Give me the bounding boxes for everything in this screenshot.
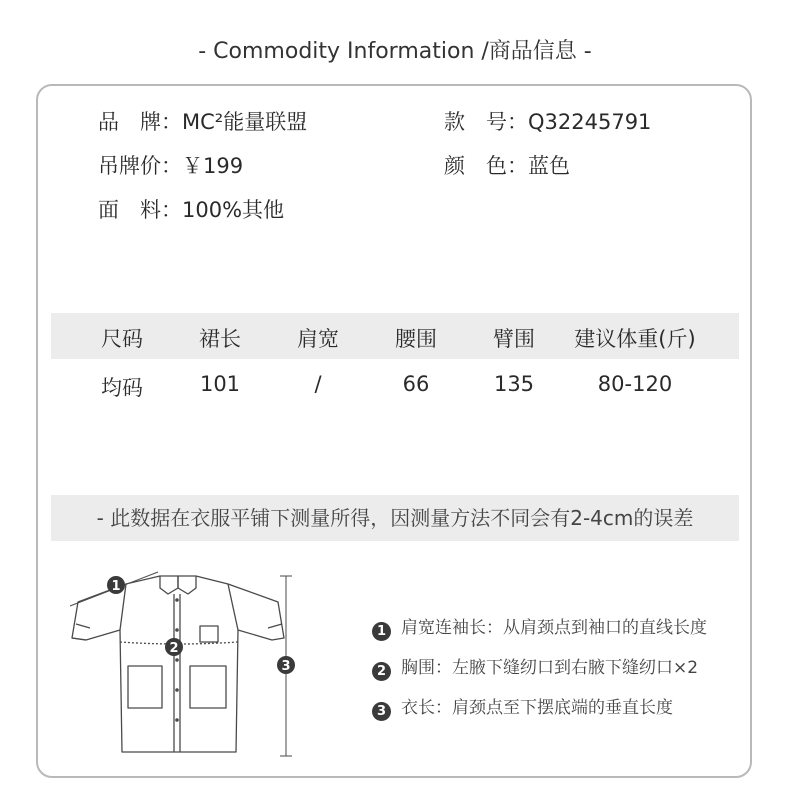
table-cell-size: 均码 bbox=[101, 376, 143, 400]
table-cell-length: 101 bbox=[199, 372, 241, 396]
price-value: ￥199 bbox=[182, 154, 244, 178]
brand-value: MC²能量联盟 bbox=[182, 110, 308, 134]
table-header-arm: 臂围 bbox=[493, 327, 535, 351]
style-row bbox=[444, 106, 651, 136]
fabric-row bbox=[98, 194, 284, 224]
brand-label: 品 牌： bbox=[98, 110, 182, 134]
page-title: - Commodity Information /商品信息 - bbox=[198, 39, 592, 64]
marker-2: 2 bbox=[169, 641, 179, 656]
legend-text-3: 衣长：肩颈点至下摆底端的垂直长度 bbox=[401, 698, 673, 718]
table-cell-arm: 135 bbox=[493, 372, 535, 396]
fabric-value: 100%其他 bbox=[182, 198, 285, 222]
garment-diagram bbox=[60, 560, 310, 770]
measurement-note: - 此数据在衣服平铺下测量所得，因测量方法不同会有2-4cm的误差 bbox=[51, 495, 739, 541]
color-row bbox=[444, 150, 570, 180]
legend-item-1 bbox=[372, 613, 707, 641]
table-header-length: 裙长 bbox=[199, 327, 241, 351]
brand-row bbox=[98, 106, 307, 136]
style-label: 款 号： bbox=[444, 110, 528, 134]
style-value: Q32245791 bbox=[528, 110, 652, 134]
color-label: 颜 色： bbox=[444, 154, 528, 178]
table-cell-shoulder: / bbox=[314, 372, 322, 396]
price-row bbox=[98, 150, 243, 180]
legend-number-1: 1 bbox=[372, 622, 391, 641]
table-header-waist: 腰围 bbox=[395, 327, 437, 351]
legend-text-2: 胸围：左腋下缝纫口到右腋下缝纫口×2 bbox=[401, 658, 699, 678]
table-cell-waist: 66 bbox=[402, 372, 430, 396]
price-label: 吊牌价： bbox=[98, 154, 182, 178]
table-cell-weight: 80-120 bbox=[597, 372, 673, 396]
legend-item-2 bbox=[372, 653, 698, 681]
marker-3: 3 bbox=[281, 659, 291, 674]
legend-number-3: 3 bbox=[372, 702, 391, 721]
legend-number-2: 2 bbox=[372, 662, 391, 681]
table-header-shoulder: 肩宽 bbox=[297, 327, 339, 351]
fabric-label: 面 料： bbox=[98, 198, 182, 222]
legend-item-3 bbox=[372, 693, 673, 721]
color-value: 蓝色 bbox=[528, 154, 570, 178]
marker-1: 1 bbox=[111, 579, 121, 594]
legend-text-1: 肩宽连袖长：从肩颈点到袖口的直线长度 bbox=[401, 618, 707, 638]
table-header-weight: 建议体重(斤) bbox=[574, 327, 696, 351]
table-header-size: 尺码 bbox=[101, 327, 143, 351]
